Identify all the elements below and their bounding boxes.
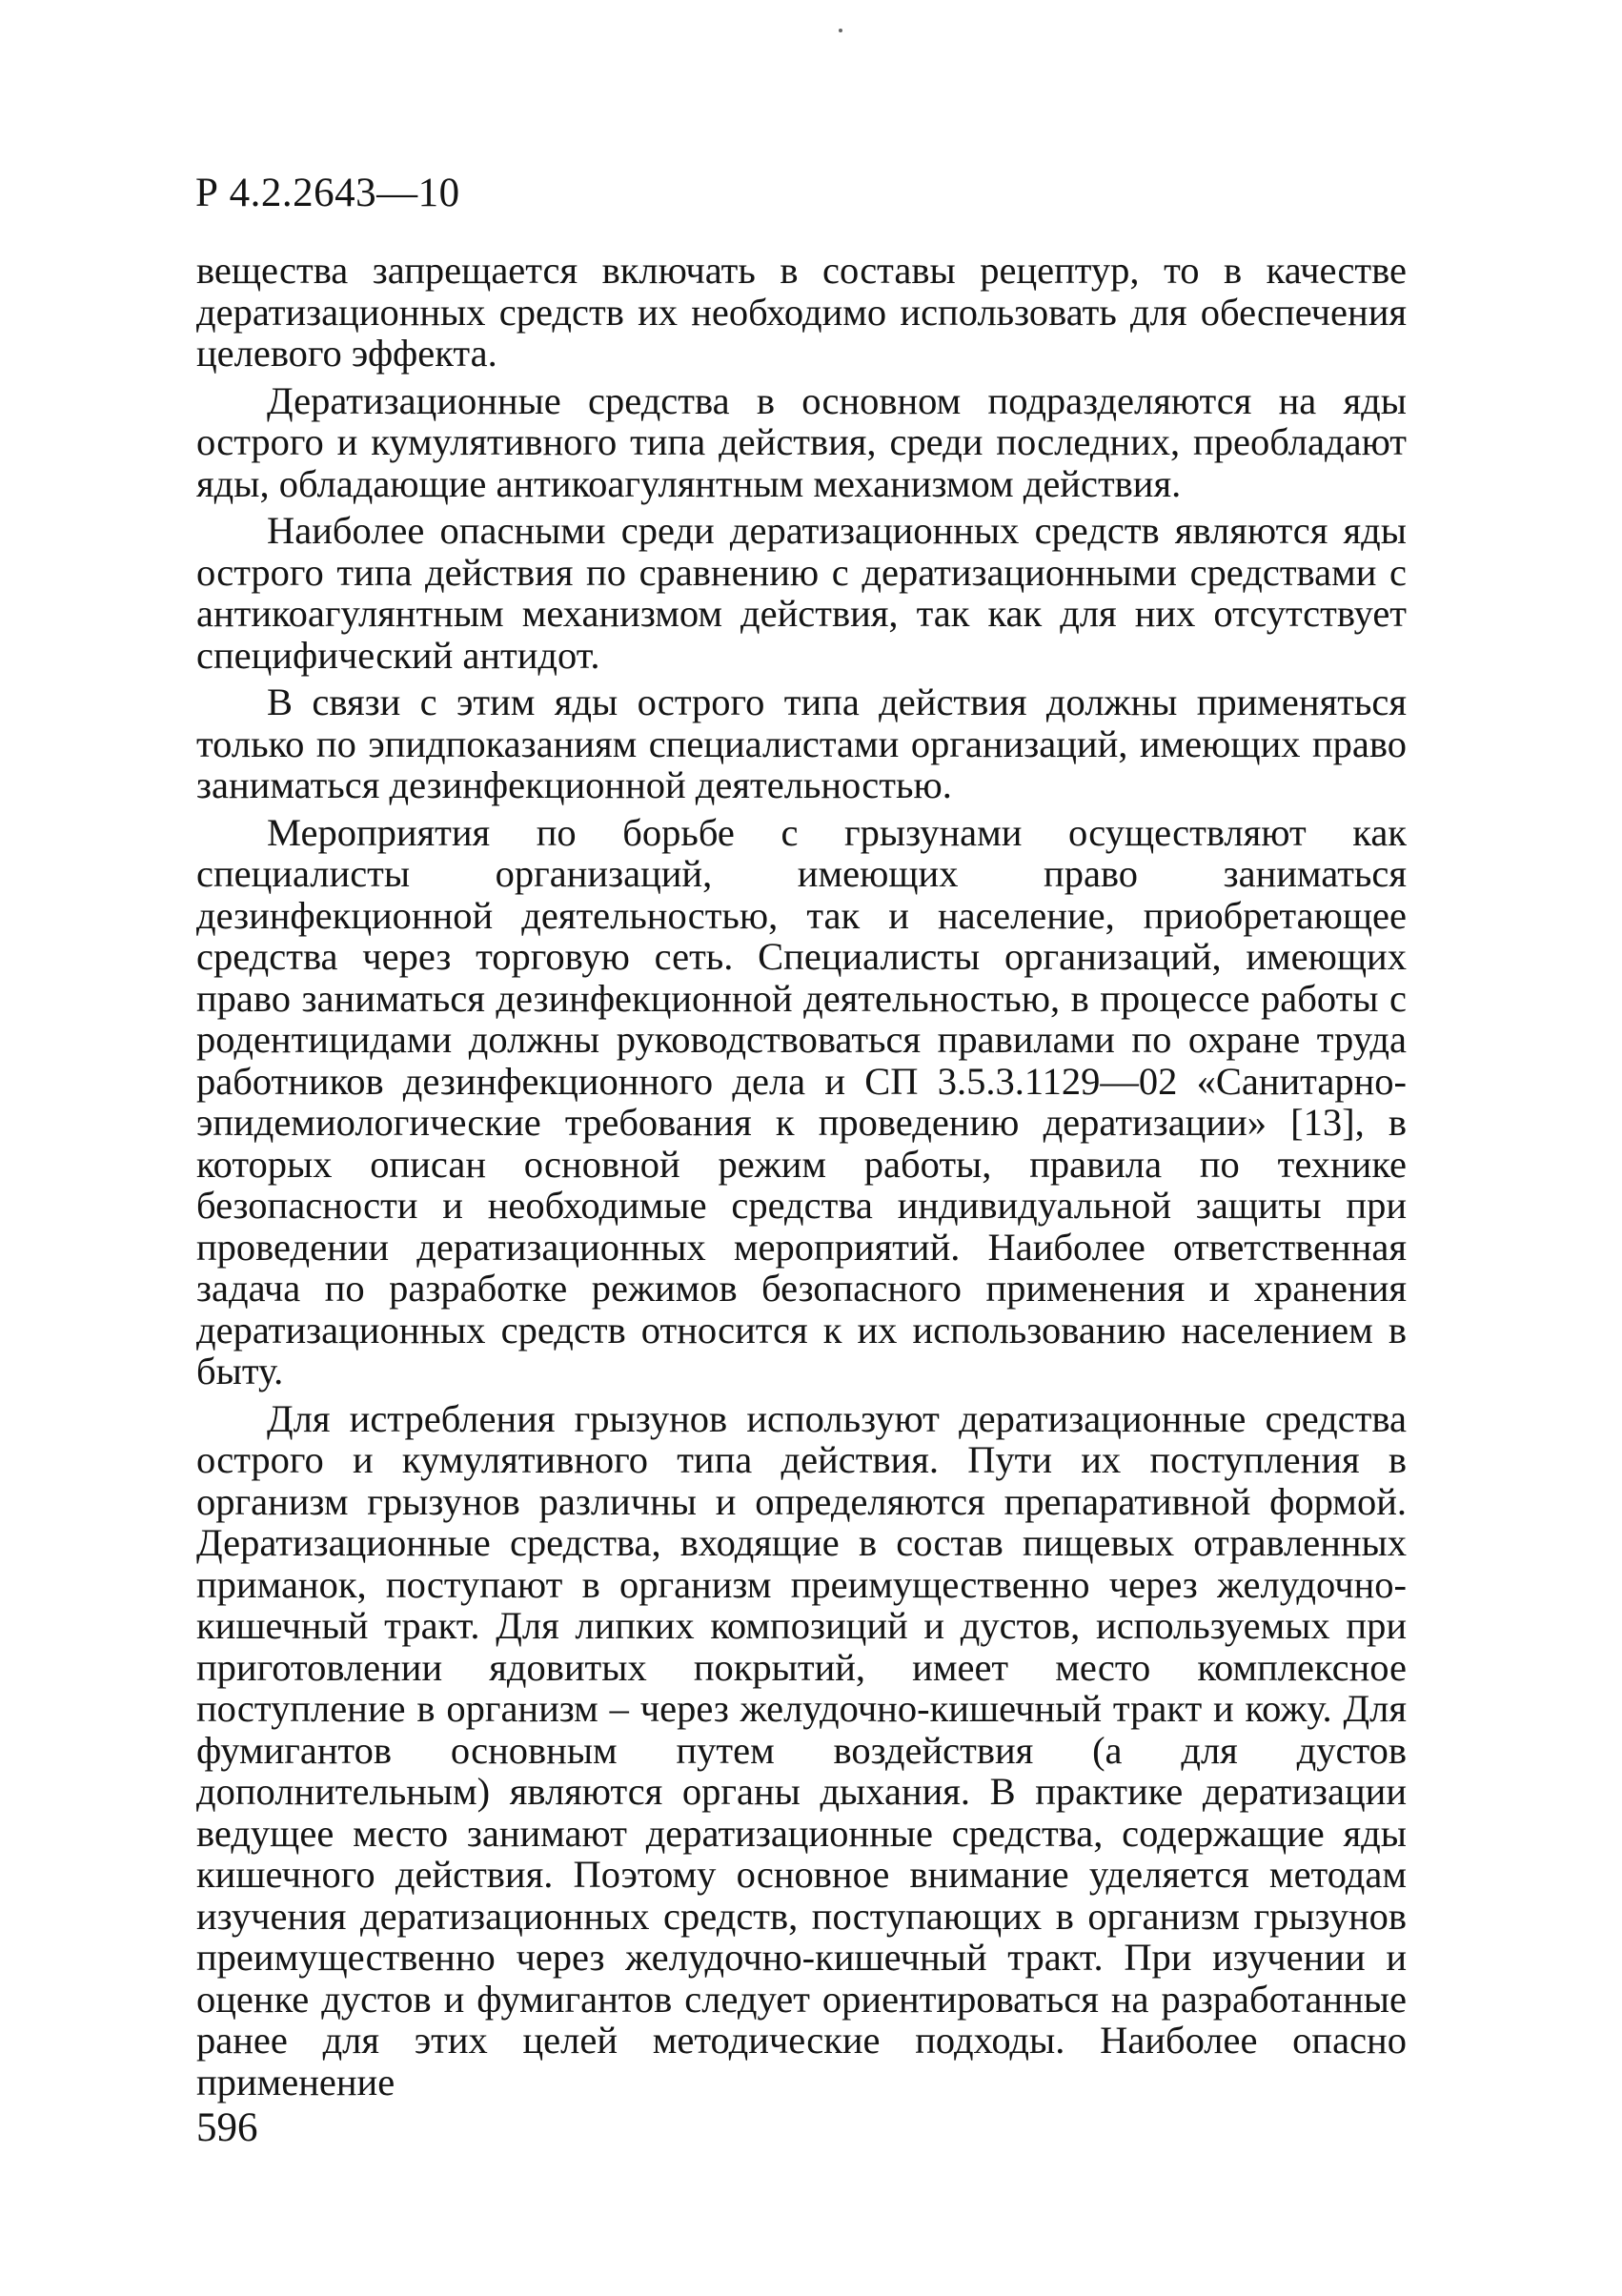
document-code-header: Р 4.2.2643—10 — [195, 171, 460, 215]
page-number: 596 — [196, 2105, 258, 2150]
paragraph-rodent-control-measures: Мероприятия по борьбе с грызунами осуществляют как специалисты организаций, имеющих право заниматься дезинфекционной деятельностью, так и население, приобретающее средства через торговую сеть. Специалисты организаций, имеющих право заниматься дезинфекционной деятельностью, в процессе работы с родентицидами должны руководствоваться правилами по охране труда работников дезинфекционного дела и СП 3.5.3.1129—02 «Санитарно-эпидемиологические требования к проведению дератизации» [13], в которых описан основной режим работы, правила по технике безопасности и необходимые средства индивидуальной защиты при проведении дератизационных мероприятий. Наиболее ответственная задача по разработке режимов безопасного применения и хранения дератизационных средств относится к их использованию населением в быту. — [196, 810, 1407, 1392]
paragraph-exposure-routes: Для истребления грызунов используют дератизационные средства острого и кумулятивного типа действия. Пути их поступления в организм грызунов различны и определяются препаративной формой. Дератизационные средства, входящие в состав пищевых отравленных приманок, поступают в организм преимущественно через желудочно-кишечный тракт. Для липких композиций и дустов, используемых при приготовлении ядовитых покрытий, имеет место комплексное поступление в организм – через желудочно-кишечный тракт и кожу. Для фумигантов основным путем воздействия (а для дустов дополнительным) являются органы дыхания. В практике дератизации ведущее место занимают дератизационные средства, содержащие яды кишечного действия. Поэтому основное внимание уделяется методам изучения дератизационных средств, поступающих в организм грызунов преимущественно через желудочно-кишечный тракт. При изучении и оценке дустов и фумигантов следует ориентироваться на разработанные ранее для этих целей методические подходы. Наиболее опасно применение — [196, 1396, 1407, 2103]
scan-artifact-dot — [839, 29, 842, 32]
paragraph-rodenticide-types: Дератизационные средства в основном подразделяются на яды острого и кумулятивного типа действия, среди последних, преобладают яды, обладающие антикоагулянтным механизмом действия. — [196, 378, 1407, 505]
paragraph-epidemic-indications: В связи с этим яды острого типа действия должны применяться только по эпидпоказаниям специалистами организаций, имеющих право заниматься дезинфекционной деятельностью. — [196, 681, 1407, 806]
paragraph-continuation: вещества запрещается включать в составы рецептур, то в качестве дератизационных средств их необходимо использовать для обеспечения целевого эффекта. — [196, 249, 1407, 375]
body-text — [196, 250, 1407, 2108]
paragraph-acute-poisons-danger: Наиболее опасными среди дератизационных средств являются яды острого типа действия по сравнению с дератизационными средствами с антикоагулянтным механизмом действия, так как для них отсутствует специфический антидот. — [196, 509, 1407, 677]
